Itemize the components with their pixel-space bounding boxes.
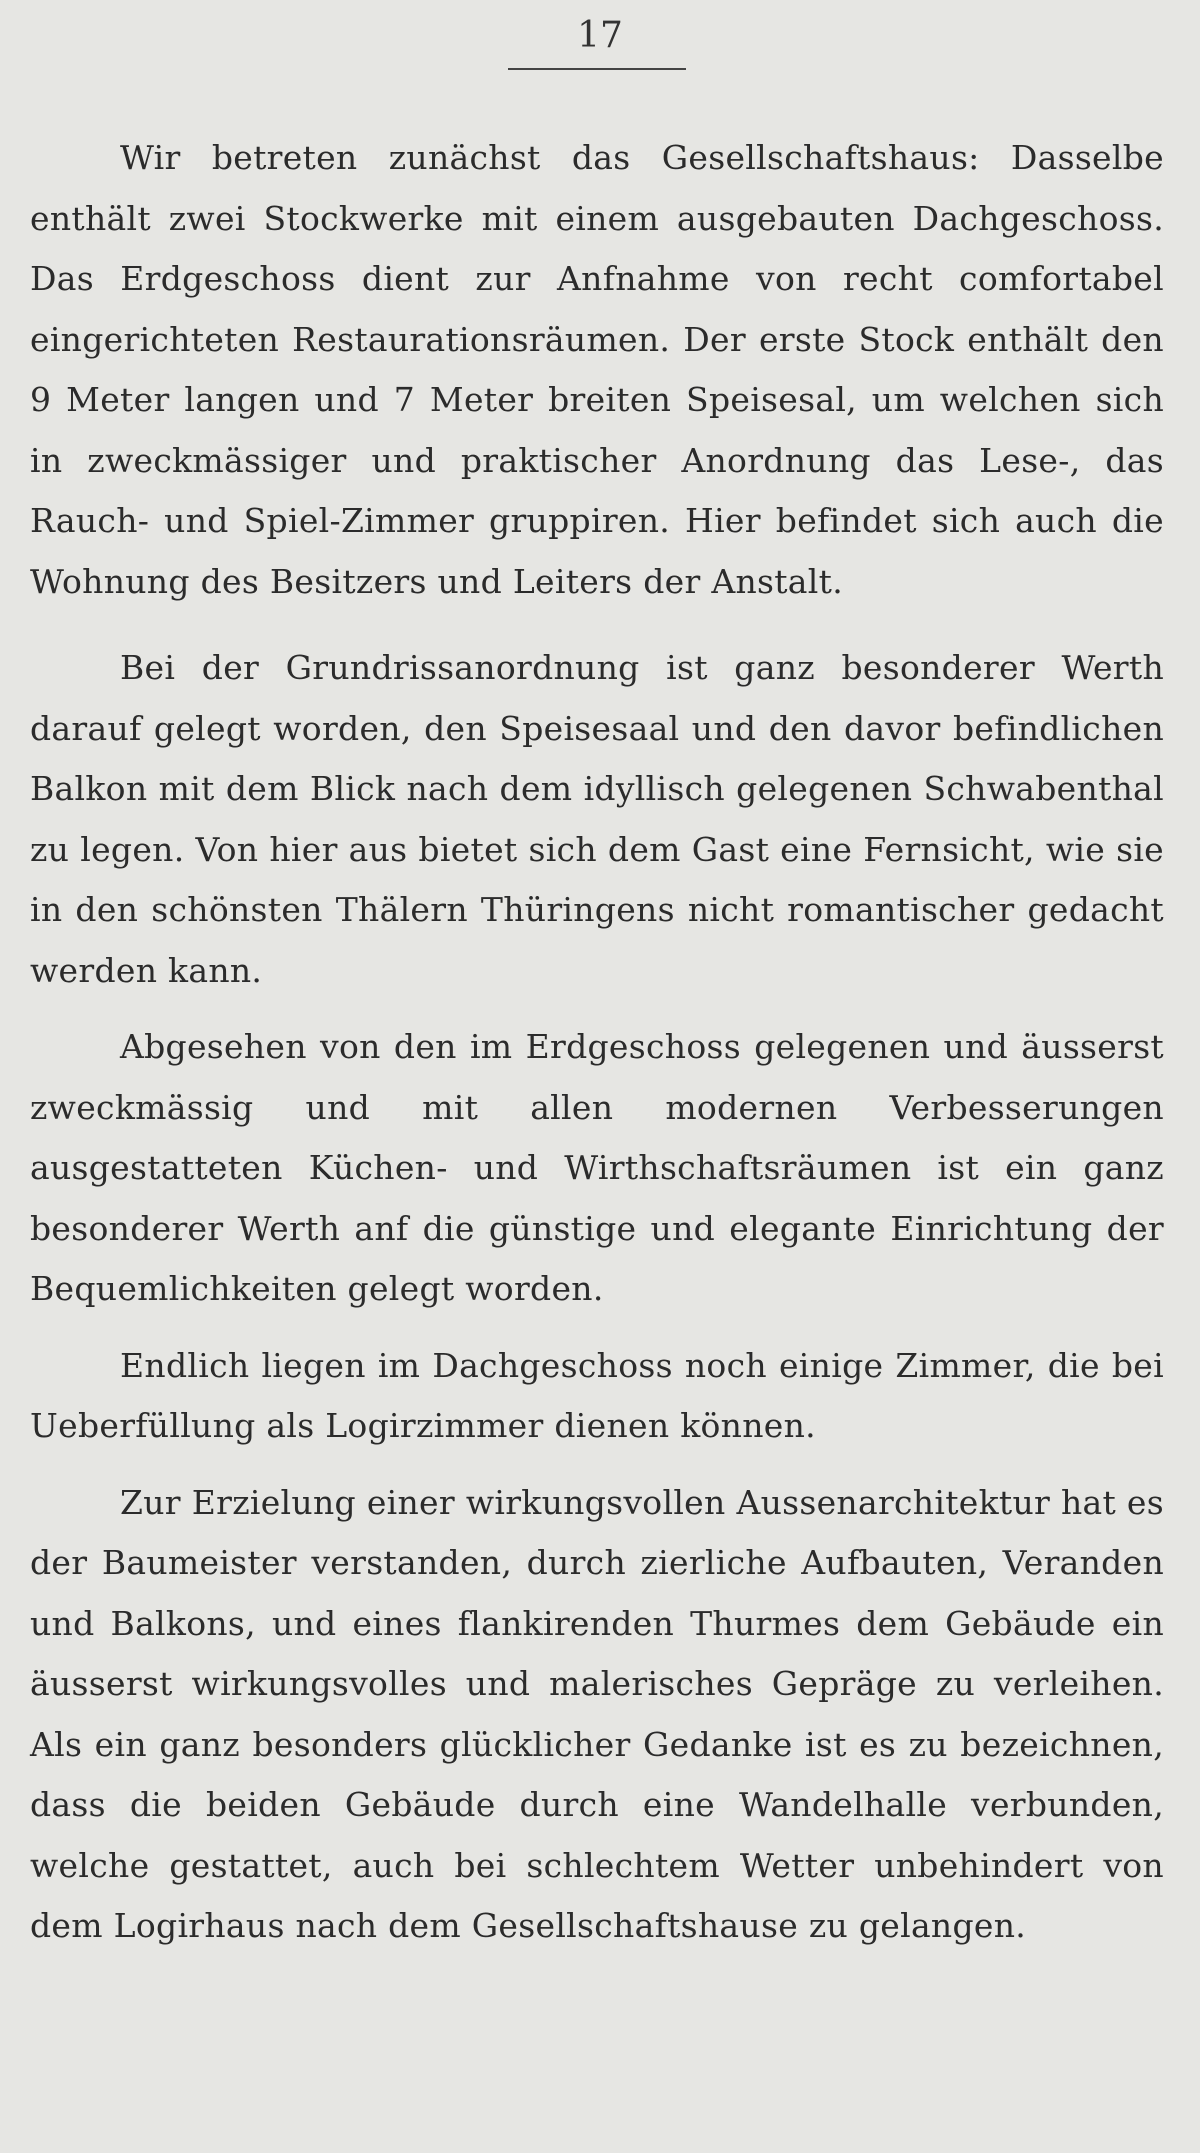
paragraph-dachgeschoss: Endlich liegen im Dachgeschoss noch einige Zimmer, die bei Ueberfüllung als Logirzimmer dienen können. bbox=[30, 1345, 1164, 1445]
body-text bbox=[30, 128, 1164, 1973]
paragraph-aussenarchitektur: Zur Erzielung einer wirkungsvollen Aussenarchitektur hat es der Baumeister verstanden, durch zierliche Aufbauten, Veranden und Balkons, und eines flankirenden Thurmes dem Gebäude ein äusserst wirkungsvolles und malerisches Gepräge zu verleihen. Als ein ganz besonders glücklicher Gedanke ist es zu bezeichnen, dass die beiden Gebäude durch eine Wandelhalle verbunden, welche gestattet, auch bei schlechtem Wetter unbehindert von dem Logirhaus nach dem Gesellschaftshause zu gelangen. bbox=[30, 1482, 1164, 1945]
paragraph-grundrissanordnung: Bei der Grundrissanordnung ist ganz besonderer Werth darauf gelegt worden, den Speisesaal und den davor befindlichen Balkon mit dem Blick nach dem idyllisch gelegenen Schwabenthal zu legen. Von hier aus bietet sich dem Gast eine Fernsicht, wie sie in den schönsten Thälern Thüringens nicht romantischer gedacht werden kann. bbox=[30, 648, 1164, 990]
paragraph-gesellschaftshaus: Wir betreten zunächst das Gesellschaftshaus: Dasselbe enthält zwei Stockwerke mit einem ausgebauten Dachgeschoss. Das Erdgeschoss dient zur Anfnahme von recht comfortabel eingerichteten Restaurationsräumen. Der erste Stock enthält den 9 Meter langen und 7 Meter breiten Speisesal, um welchen sich in zweckmässiger und praktischer Anordnung das Lese-, das Rauch- und Spiel-Zimmer gruppiren. Hier befindet sich auch die Wohnung des Besitzers und Leiters der Anstalt. bbox=[30, 138, 1164, 601]
paragraph-erdgeschoss: Abgesehen von den im Erdgeschoss gelegenen und äusserst zweckmässig und mit allen modernen Verbesserungen ausgestatteten Küchen- und Wirthschaftsräumen ist ein ganz besonderer Werth anf die günstige und elegante Einrichtung der Bequemlichkeiten gelegt worden. bbox=[30, 1027, 1164, 1308]
page-number-rule bbox=[508, 68, 686, 70]
page-number: 17 bbox=[577, 15, 623, 56]
